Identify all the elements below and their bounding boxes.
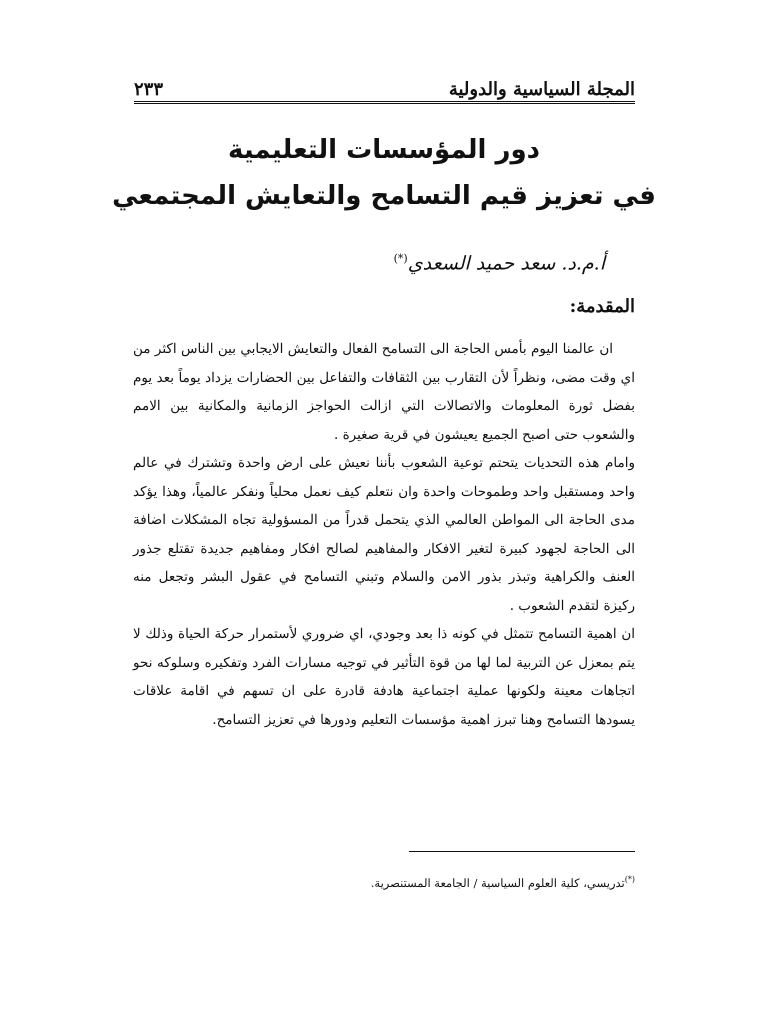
- footnote-divider: [409, 851, 635, 852]
- article-title-line-2: في تعزيز قيم التسامح والتعايش المجتمعي: [112, 181, 656, 211]
- footnote: [371, 875, 635, 890]
- header-divider: [134, 101, 635, 104]
- author-line: [394, 252, 605, 274]
- article-body: [133, 335, 635, 734]
- body-paragraph: وامام هذه التحديات يتحتم توعية الشعوب بأننا نعيش على ارض واحدة وتشترك في عالم واحد ومستقبل واحد وطموحات واحدة وان نتعلم كيف نعمل محلياً ونفكر عالمياً، وهذا يؤكد مدى الحاجة الى المواطن العالمي الذي يتحمل قدراً من المسؤولية تجاه المشكلات اضافة الى الحاجة لجهود كبيرة لتغير الافكار والمفاهيم لصالح افكار ومفاهيم جديدة تقتلع جذور العنف والكراهية وتبذر بذور الامن والسلام وتبني التسامح في عقول البشر وتجعل منه ركيزة لتقدم الشعوب .: [133, 455, 635, 614]
- journal-name: المجلة السياسية والدولية: [448, 79, 635, 100]
- body-paragraph: ان عالمنا اليوم بأمس الحاجة الى التسامح الفعال والتعايش الايجابي بين الناس اكثر من اي وقت مضى، ونظراً لأن التقارب بين الثقافات والتفاعل بين الحضارات يزداد يوماً بعد يوم بفضل ثورة المعلومات والاتصالات التي ازالت الحواجز الزمانية والمكانية بين الامم والشعوب حتى اصبح الجميع يعيشون في قرية صغيرة .: [133, 341, 635, 443]
- section-heading-introduction: المقدمة:: [569, 296, 635, 317]
- author-note-mark: (*): [393, 252, 408, 265]
- footnote-mark: (*): [624, 875, 635, 884]
- footnote-text: تدريسي، كلية العلوم السياسية / الجامعة المستنصرية.: [370, 875, 625, 890]
- page-number: ٢٣٣: [134, 79, 164, 100]
- article-title-line-1: دور المؤسسات التعليمية: [228, 135, 540, 165]
- author-name: أ.م.د. سعد حميد السعدي: [407, 252, 605, 275]
- running-header: [134, 66, 635, 100]
- body-paragraph: ان اهمية التسامح تتمثل في كونه ذا بعد وجودي، اي ضروري لأستمرار حركة الحياة وذلك لا يتم بمعزل عن التربية لما لها من قوة التأثير في توجيه مسارات الفرد وتفكيره وسلوكه نحو اتجاهات معينة ولكونها عملية اجتماعية هادفة قادرة على ان تسهم في اقامة علاقات يسودها التسامح وهنا تبرز اهمية مؤسسات التعليم ودورها في تعزيز التسامح.: [133, 626, 635, 728]
